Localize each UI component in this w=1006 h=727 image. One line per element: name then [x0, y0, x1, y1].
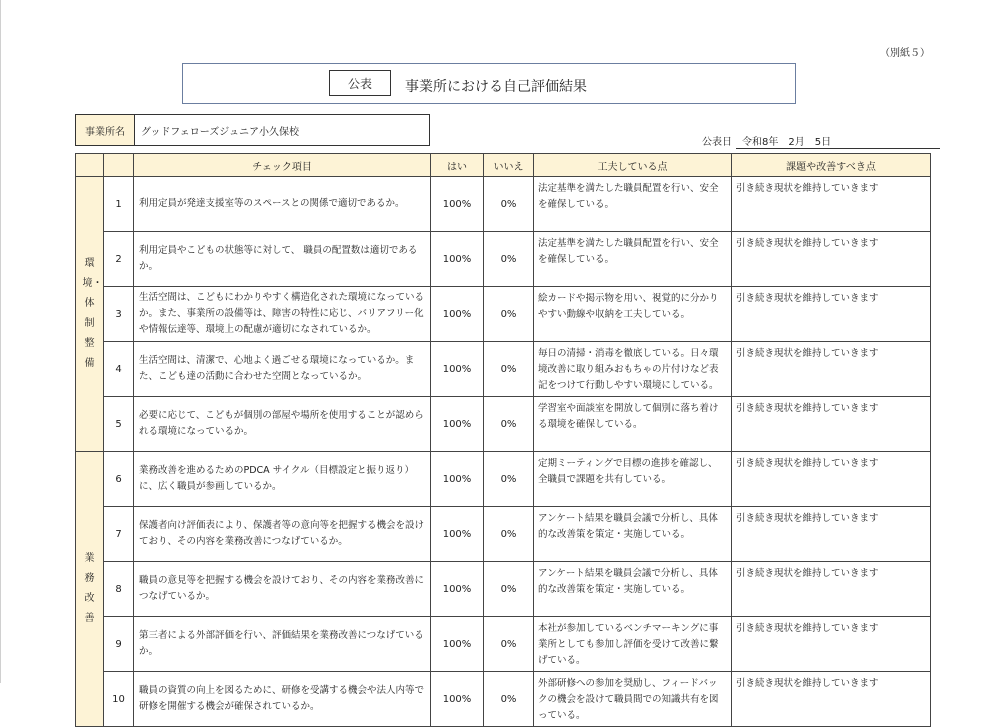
- facility-name: グッドフェローズジュニア小久保校: [141, 126, 299, 138]
- evaluation-table: [75, 153, 931, 727]
- row-number: 8: [104, 562, 134, 617]
- issue-text: 引き続き現状を維持していきます: [732, 287, 931, 342]
- no-percent: 0%: [484, 672, 534, 727]
- no-percent: 0%: [484, 342, 534, 397]
- table-row: [76, 562, 931, 617]
- title-box: [182, 63, 796, 104]
- row-number: 3: [104, 287, 134, 342]
- table-row: [76, 232, 931, 287]
- category-label: 環境・体制整備: [82, 258, 103, 369]
- table-row: [76, 507, 931, 562]
- publication-date-value: 令和8年 2月 5日: [736, 133, 940, 149]
- check-item: 利用定員やこどもの状態等に対して、 職員の配置数は適切であるか。: [134, 232, 431, 287]
- table-row: [76, 397, 931, 452]
- no-percent: 0%: [484, 507, 534, 562]
- row-number: 1: [104, 177, 134, 232]
- header-check-item: チェック項目: [134, 154, 431, 177]
- table-row: [76, 452, 931, 507]
- table-row: [76, 617, 931, 672]
- yes-percent: 100%: [431, 617, 484, 672]
- no-percent: 0%: [484, 232, 534, 287]
- no-percent: 0%: [484, 452, 534, 507]
- facility-box: [75, 114, 430, 146]
- row-number: 6: [104, 452, 134, 507]
- check-item: 生活空間は、清潔で、心地よく過ごせる環境になっているか。また、こども達の活動に合わせた空間となっているか。: [134, 342, 431, 397]
- row-number: 2: [104, 232, 134, 287]
- header-effort: 工夫している点: [534, 154, 732, 177]
- row-number: 7: [104, 507, 134, 562]
- row-number: 9: [104, 617, 134, 672]
- check-item: 第三者による外部評価を行い、評価結果を業務改善につなげているか。: [134, 617, 431, 672]
- check-item: 職員の資質の向上を図るために、研修を受講する機会や法人内等で研修を開催する機会が確保されているか。: [134, 672, 431, 727]
- yes-percent: 100%: [431, 507, 484, 562]
- issue-text: 引き続き現状を維持していきます: [732, 562, 931, 617]
- header-category: [76, 154, 104, 177]
- issue-text: 引き続き現状を維持していきます: [732, 452, 931, 507]
- header-issue: 課題や改善すべき点: [732, 154, 931, 177]
- facility-label: 事業所名: [76, 115, 135, 145]
- annex-label: （別紙５）: [880, 48, 930, 59]
- header-no: いいえ: [484, 154, 534, 177]
- issue-text: 引き続き現状を維持していきます: [732, 342, 931, 397]
- no-percent: 0%: [484, 617, 534, 672]
- row-number: 5: [104, 397, 134, 452]
- effort-text: 定期ミーティングで目標の進捗を確認し、全職員で課題を共有している。: [534, 452, 732, 507]
- left-border-line: [0, 0, 1, 683]
- issue-text: 引き続き現状を維持していきます: [732, 672, 931, 727]
- yes-percent: 100%: [431, 452, 484, 507]
- check-item: 業務改善を進めるためのPDCA サイクル（目標設定と振り返り）に、広く職員が参画しているか。: [134, 452, 431, 507]
- effort-text: 毎日の清掃・消毒を徹底している。日々環境改善に取り組みおもちゃの片付けなど表記をつけて行動しやすい環境にしている。: [534, 342, 732, 397]
- yes-percent: 100%: [431, 232, 484, 287]
- header-number: [104, 154, 134, 177]
- row-number: 10: [104, 672, 134, 727]
- effort-text: 絵カードや掲示物を用い、視覚的に分かりやすい動線や収納を工夫している。: [534, 287, 732, 342]
- effort-text: 法定基準を満たした職員配置を行い、安全を確保している。: [534, 177, 732, 232]
- issue-text: 引き続き現状を維持していきます: [732, 507, 931, 562]
- issue-text: 引き続き現状を維持していきます: [732, 177, 931, 232]
- effort-text: 本社が参加しているベンチマーキングに事業所としても参加し評価を受けて改善に繋げている。: [534, 617, 732, 672]
- effort-text: 法定基準を満たした職員配置を行い、安全を確保している。: [534, 232, 732, 287]
- category-environment: [76, 177, 104, 452]
- yes-percent: 100%: [431, 177, 484, 232]
- issue-text: 引き続き現状を維持していきます: [732, 397, 931, 452]
- no-percent: 0%: [484, 397, 534, 452]
- yes-percent: 100%: [431, 342, 484, 397]
- page-title: 事業所における自己評価結果: [405, 79, 587, 95]
- yes-percent: 100%: [431, 562, 484, 617]
- table-header-row: [76, 154, 931, 177]
- effort-text: アンケート結果を職員会議で分析し、具体的な改善策を策定・実施している。: [534, 562, 732, 617]
- check-item: 利用定員が発達支援室等のスペースとの関係で適切であるか。: [134, 177, 431, 232]
- table-row: [76, 287, 931, 342]
- check-item: 職員の意見等を把握する機会を設けており、その内容を業務改善につなげているか。: [134, 562, 431, 617]
- publication-date-label: 公表日: [702, 137, 732, 148]
- category-label: 業務改善: [84, 553, 95, 624]
- publication-date: [702, 133, 940, 149]
- yes-percent: 100%: [431, 397, 484, 452]
- no-percent: 0%: [484, 177, 534, 232]
- check-item: 生活空間は、こどもにわかりやすく構造化された環境になっているか。また、事業所の設備等は、障害の特性に応じ、バリアフリー化や情報伝達等、環境上の配慮が適切になされているか。: [134, 287, 431, 342]
- category-improvement: [76, 452, 104, 727]
- publication-badge: 公表: [329, 70, 391, 96]
- no-percent: 0%: [484, 287, 534, 342]
- issue-text: 引き続き現状を維持していきます: [732, 617, 931, 672]
- effort-text: 外部研修への参加を奨励し、フィードバックの機会を設けて職員間での知識共有を図っている。: [534, 672, 732, 727]
- effort-text: 学習室や面談室を開放して個別に落ち着ける環境を確保している。: [534, 397, 732, 452]
- yes-percent: 100%: [431, 287, 484, 342]
- no-percent: 0%: [484, 562, 534, 617]
- check-item: 保護者向け評価表により、保護者等の意向等を把握する機会を設けており、その内容を業務改善につなげているか。: [134, 507, 431, 562]
- table-row: [76, 672, 931, 727]
- yes-percent: 100%: [431, 672, 484, 727]
- check-item: 必要に応じて、こどもが個別の部屋や場所を使用することが認められる環境になっているか。: [134, 397, 431, 452]
- header-yes: はい: [431, 154, 484, 177]
- issue-text: 引き続き現状を維持していきます: [732, 232, 931, 287]
- effort-text: アンケート結果を職員会議で分析し、具体的な改善策を策定・実施している。: [534, 507, 732, 562]
- row-number: 4: [104, 342, 134, 397]
- table-row: [76, 177, 931, 232]
- table-row: [76, 342, 931, 397]
